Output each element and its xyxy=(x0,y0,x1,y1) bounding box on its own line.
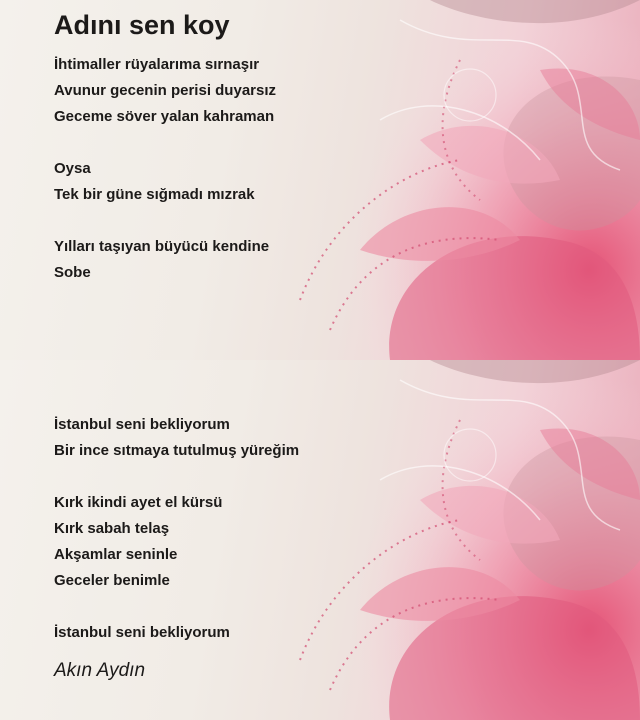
poem-line: Kırk ikindi ayet el kürsü xyxy=(54,494,223,511)
poem-line: Geceler benimle xyxy=(54,572,170,589)
poem-line: Oysa xyxy=(54,160,91,177)
poem-line: İstanbul seni bekliyorum xyxy=(54,624,230,641)
poem-line: İstanbul seni bekliyorum xyxy=(54,416,230,433)
poem-line: Avunur gecenin perisi duyarsız xyxy=(54,82,277,99)
poem-author: Akın Aydın xyxy=(54,660,146,681)
poem-line: Yılları taşıyan büyücü kendine xyxy=(54,238,270,255)
poem-line: Geceme söver yalan kahraman xyxy=(54,108,275,125)
poem-line: Bir ince sıtmaya tutulmuş yüreğim xyxy=(54,442,300,459)
poem-line: Tek bir güne sığmadı mızrak xyxy=(54,186,255,203)
poem-line: Akşamlar seninle xyxy=(54,546,178,563)
poem-line: Kırk sabah telaş xyxy=(54,520,170,537)
poem-line: Sobe xyxy=(54,264,91,281)
poem-container xyxy=(54,0,614,720)
poem-title: Adını sen koy xyxy=(54,10,230,40)
poem-line: İhtimaller rüyalarıma sırnaşır xyxy=(54,56,260,73)
